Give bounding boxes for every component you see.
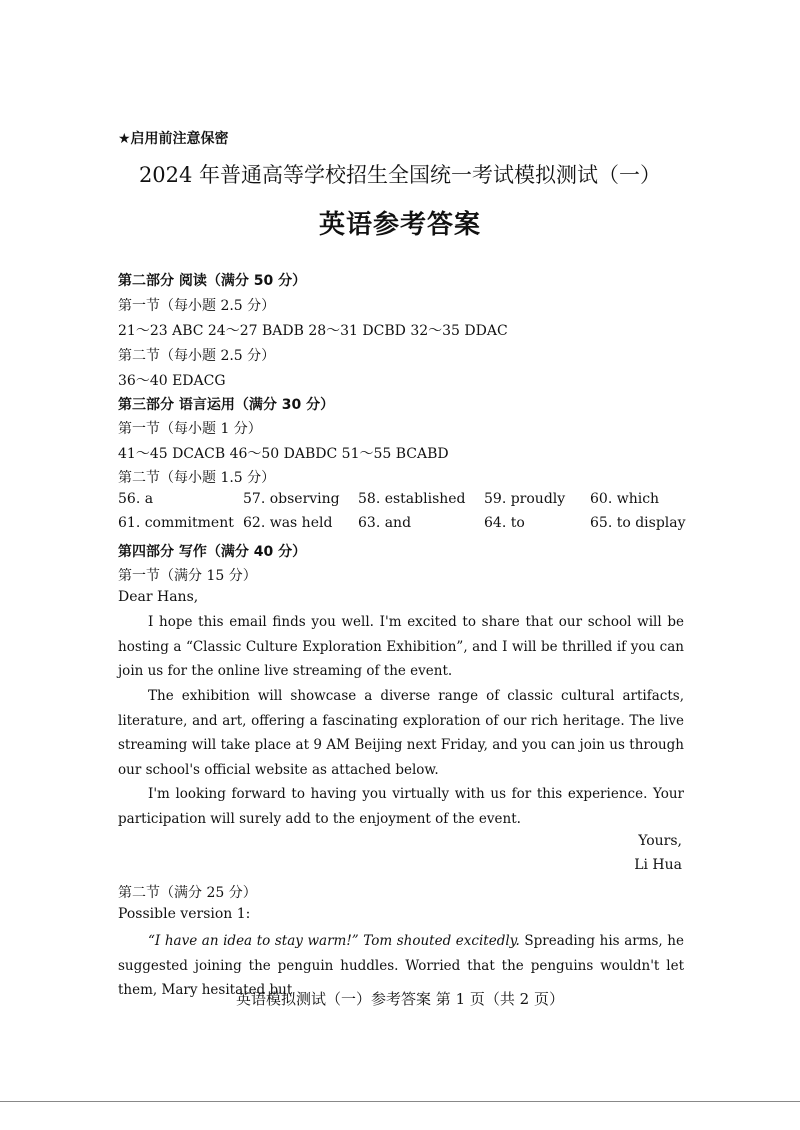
story-quote: “I have an idea to stay warm!” Tom shouted excitedly.	[148, 933, 520, 949]
part3-sec1-heading: 第一节（每小题 1 分）	[118, 421, 262, 437]
letter-signature: Li Hua	[634, 857, 682, 873]
fill-answer: 61. commitment	[118, 515, 234, 531]
part3-sec2-heading: 第二节（每小题 1.5 分）	[118, 470, 276, 486]
part2-sec1-answers: 21～23 ABC 24～27 BADB 28～31 DCBD 32～35 DDAC	[118, 323, 508, 339]
letter-paragraph-1: I hope this email finds you well. I'm excited to share that our school will be hosting a “Classic Culture Exploration Exhibition”, and I will be thrilled if you can join us for the online live streaming of the event.	[118, 614, 684, 679]
letter-paragraph-2: The exhibition will showcase a diverse range of classic cultural artifacts, literature, and art, offering a fascinating exploration of our rich heritage. The live streaming will take place at 9 AM Beijing next Friday, and you can join us through our school's official website as attached below.	[118, 688, 684, 778]
part4-heading: 第四部分 写作（满分 40 分）	[118, 544, 307, 560]
fill-answer: 56. a	[118, 491, 154, 507]
letter-paragraph-3: I'm looking forward to having you virtually with us for this experience. Your participation will surely add to the enjoyment of the event.	[118, 786, 684, 827]
fill-answer-grid	[118, 491, 688, 541]
part2-sec2-answers: 36～40 EDACG	[118, 373, 226, 389]
part2-sec1-heading: 第一节（每小题 2.5 分）	[118, 298, 276, 314]
part3-heading: 第三部分 语言运用（满分 30 分）	[118, 397, 335, 413]
page-title: 英语参考答案	[318, 210, 481, 240]
fill-answer: 63. and	[358, 515, 412, 531]
scan-edge-line	[0, 1101, 800, 1102]
exam-title: 2024 年普通高等学校招生全国统一考试模拟测试（一）	[138, 163, 662, 187]
part3-sec1-answers: 41～45 DCACB 46～50 DABDC 51～55 BCABD	[118, 446, 449, 462]
fill-answer: 60. which	[590, 491, 660, 507]
fill-answer: 65. to display	[590, 515, 686, 531]
version-label: Possible version 1:	[118, 906, 251, 922]
part2-heading: 第二部分 阅读（满分 50 分）	[118, 273, 307, 289]
part4-sec1-heading: 第一节（满分 15 分）	[118, 568, 257, 584]
part2-sec2-heading: 第二节（每小题 2.5 分）	[118, 348, 276, 364]
letter-closing: Yours,	[638, 833, 682, 849]
fill-answer: 59. proudly	[484, 491, 566, 507]
part4-sec2-heading: 第二节（满分 25 分）	[118, 885, 257, 901]
fill-answer: 64. to	[484, 515, 525, 531]
fill-answer: 62. was held	[243, 515, 333, 531]
fill-answer: 57. observing	[243, 491, 340, 507]
confidential-notice: ★启用前注意保密	[118, 131, 229, 147]
page-footer: 英语模拟测试（一）参考答案 第 1 页（共 2 页）	[236, 990, 564, 1008]
letter-greeting: Dear Hans,	[118, 589, 199, 605]
fill-answer: 58. established	[358, 491, 466, 507]
story-text: Spreading his arms, he suggested joining the penguin huddles. Worried that the penguins wouldn't let them, Mary hesitated but	[118, 933, 684, 998]
